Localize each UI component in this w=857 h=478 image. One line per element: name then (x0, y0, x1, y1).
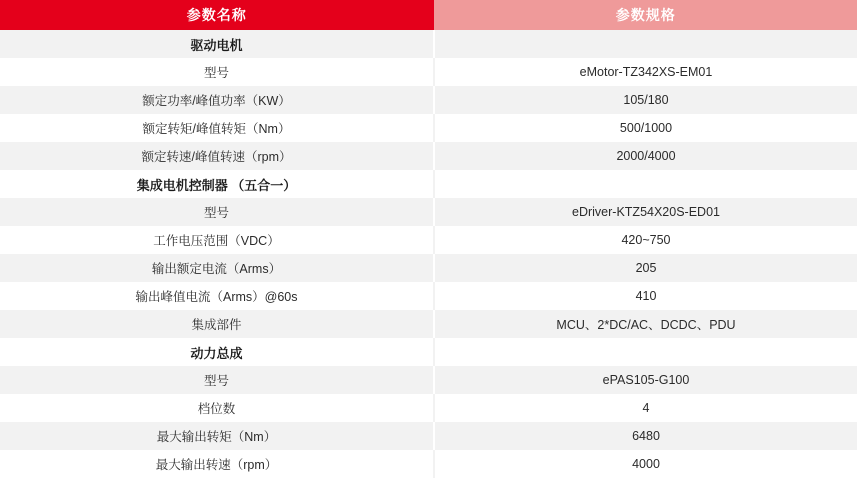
table-section-row (0, 30, 857, 58)
table-row (0, 366, 857, 394)
section-value-cell (434, 170, 857, 198)
parameter-value-cell: 6480 (434, 422, 857, 450)
table-row (0, 58, 857, 86)
parameter-value-cell: 105/180 (434, 86, 857, 114)
parameter-name-cell: 档位数 (0, 394, 434, 422)
parameter-name-cell: 额定功率/峰值功率（KW） (0, 86, 434, 114)
table-row (0, 254, 857, 282)
parameter-name-cell: 输出额定电流（Arms） (0, 254, 434, 282)
parameter-name-cell: 工作电压范围（VDC） (0, 226, 434, 254)
section-value-cell (434, 30, 857, 58)
table-row (0, 450, 857, 478)
parameter-name-cell: 输出峰值电流（Arms）@60s (0, 282, 434, 310)
table-section-row (0, 338, 857, 366)
parameter-value-cell: 410 (434, 282, 857, 310)
parameter-name-cell: 集成部件 (0, 310, 434, 338)
table-row (0, 282, 857, 310)
table-section-row (0, 170, 857, 198)
column-header-parameter-spec: 参数规格 (434, 0, 857, 30)
parameter-name-cell: 最大输出转矩（Nm） (0, 422, 434, 450)
parameter-name-cell: 额定转矩/峰值转矩（Nm） (0, 114, 434, 142)
parameter-name-cell: 型号 (0, 58, 434, 86)
parameter-value-cell: ePAS105-G100 (434, 366, 857, 394)
parameter-value-cell: MCU、2*DC/AC、DCDC、PDU (434, 310, 857, 338)
table-row (0, 310, 857, 338)
parameter-name-cell: 型号 (0, 366, 434, 394)
table-row (0, 394, 857, 422)
table-header (0, 0, 857, 30)
parameter-value-cell: 205 (434, 254, 857, 282)
parameter-name-cell: 型号 (0, 198, 434, 226)
parameter-value-cell: 500/1000 (434, 114, 857, 142)
table-row (0, 114, 857, 142)
parameter-name-cell: 额定转速/峰值转速（rpm） (0, 142, 434, 170)
table-row (0, 142, 857, 170)
section-value-cell (434, 338, 857, 366)
section-label: 集成电机控制器 （五合一） (0, 170, 434, 198)
table-body (0, 30, 857, 478)
parameter-value-cell: eMotor-TZ342XS-EM01 (434, 58, 857, 86)
table-row (0, 198, 857, 226)
parameter-value-cell: 420~750 (434, 226, 857, 254)
parameter-value-cell: 4000 (434, 450, 857, 478)
section-label: 驱动电机 (0, 30, 434, 58)
parameter-value-cell: eDriver-KTZ54X20S-ED01 (434, 198, 857, 226)
column-header-parameter-name: 参数名称 (0, 0, 434, 30)
parameter-name-cell: 最大输出转速（rpm） (0, 450, 434, 478)
table-row (0, 422, 857, 450)
parameter-value-cell: 2000/4000 (434, 142, 857, 170)
table-header-row (0, 0, 857, 30)
parameter-value-cell: 4 (434, 394, 857, 422)
table-row (0, 226, 857, 254)
section-label: 动力总成 (0, 338, 434, 366)
table-row (0, 86, 857, 114)
